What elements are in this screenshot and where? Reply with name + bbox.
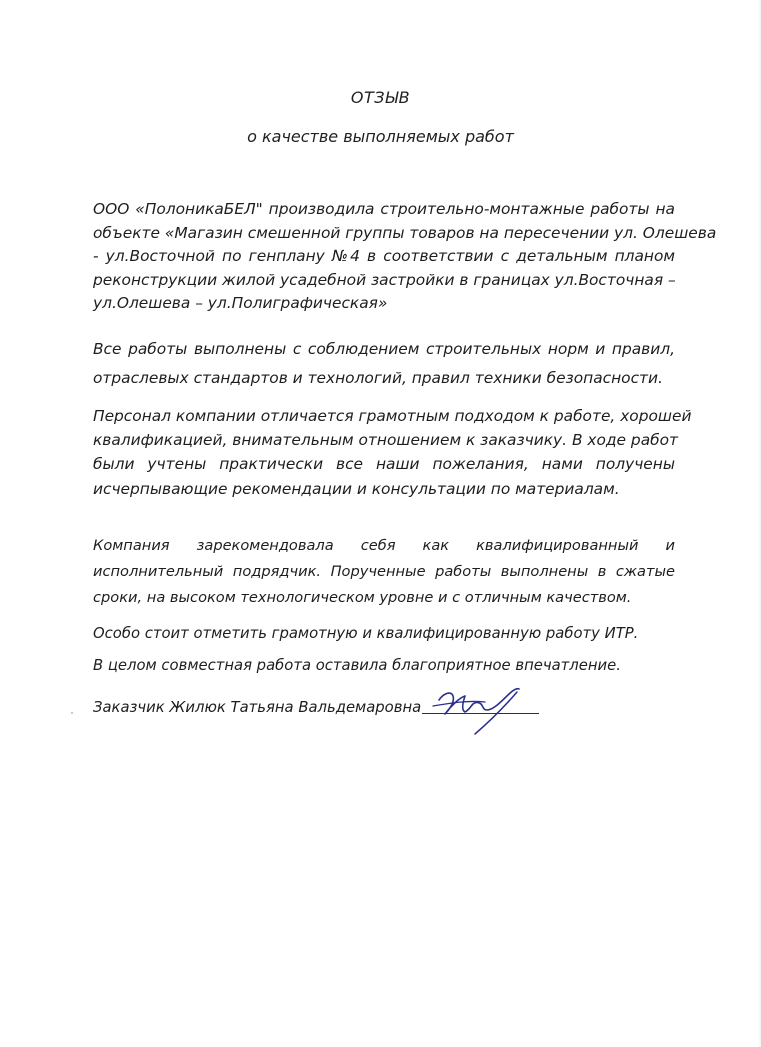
paragraph-engineering-staff bbox=[93, 622, 675, 645]
paragraph-line: объекте «Магазин смешенной группы товаров на пересечении ул. Олешева bbox=[93, 223, 717, 242]
paragraph-line: Персонал компании отличается грамотным подходом к работе, хорошей bbox=[93, 407, 692, 425]
document-title: ОТЗЫВ bbox=[350, 88, 411, 107]
paragraph-line: - ул.Восточной по генплану №4 в соответствии с детальным планом bbox=[93, 247, 675, 266]
paragraph-compliance bbox=[93, 335, 675, 393]
paragraph-line: ул.Олешева – ул.Полиграфическая» bbox=[93, 294, 388, 313]
handwritten-signature bbox=[425, 680, 535, 736]
paragraph-line: исполнительный подрядчик. Порученные работы выполнены в сжатые bbox=[93, 563, 675, 580]
paragraph-line: Все работы выполнены с соблюдением строительных норм и правил, bbox=[93, 340, 675, 358]
document-subtitle: о качестве выполняемых работ bbox=[247, 127, 514, 146]
paragraph-line: были учтены практически все наши пожелания, нами получены bbox=[93, 455, 675, 474]
paragraph-conclusion bbox=[93, 654, 675, 677]
paragraph-line: исчерпывающие рекомендации и консультации по материалам. bbox=[93, 479, 620, 498]
scan-speck bbox=[71, 712, 73, 714]
paragraph-reputation bbox=[93, 533, 675, 611]
paragraph-line: ООО «ПолоникаБЕЛ" производила строительно-монтажные работы на bbox=[93, 200, 675, 218]
paragraph-line: Компания зарекомендовала себя как квалифицированный и bbox=[93, 537, 675, 554]
paragraph-personnel bbox=[93, 404, 692, 501]
paragraph-line: отраслевых стандартов и технологий, правил техники безопасности. bbox=[93, 369, 663, 387]
paragraph-line: В целом совместная работа оставила благоприятное впечатление. bbox=[93, 657, 621, 674]
paragraph-line: Особо стоит отметить грамотную и квалифицированную работу ИТР. bbox=[93, 625, 639, 642]
paragraph-line: сроки, на высоком технологическом уровне и с отличным качеством. bbox=[93, 589, 632, 606]
paragraph-line: квалификацией, внимательным отношением к заказчику. В ходе работ bbox=[93, 431, 678, 450]
paragraph-line: реконструкции жилой усадебной застройки в границах ул.Восточная – bbox=[93, 270, 676, 289]
paragraph-work-description bbox=[93, 198, 717, 316]
signer-name: Заказчик Жилюк Татьяна Вальдемаровна bbox=[93, 699, 422, 716]
